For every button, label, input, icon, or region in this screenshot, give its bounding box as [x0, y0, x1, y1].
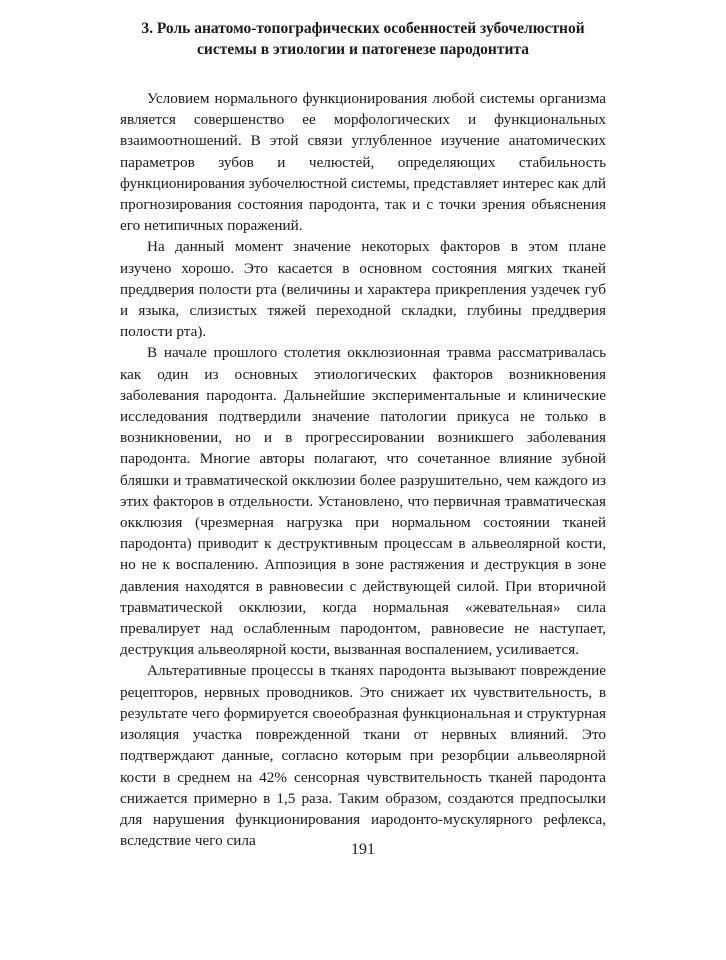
paragraph-4: Альтеративные процессы в тканях пародонта вызывают повреждение рецепторов, нервных проводников. Это снижает их чувствительность, в результате чего формируется своеобразная функциональная и структурная изоляция участка поврежденной ткани от нервных влияний. Это подтверждают данные, согласно которым при резорбции альвеолярной кости в среднем на 42% сенсорная чувствительность тканей пародонта снижается примерно в 1,5 раза. Таким образом, создаются предпосылки для нарушения функционирования иародонто-мускулярного рефлекса, вследствие чего сила	[120, 662, 606, 850]
paragraph-1: Условием нормального функционирования любой системы организма является совершенство ее морфологических и функциональных взаимоотношений. В этой связи углубленное изучение анатомических параметров зубов и челюстей, определяющих стабильность функционирования зубочелюстной системы, представляет интерес как длй прогнозирования состояния пародонта, так и с точки зрения объяснения его нетипичных поражений.	[120, 90, 606, 235]
document-page	[120, 18, 606, 858]
section-heading-line-2: системы в этиологии и патогенезе пародонтита	[197, 41, 529, 58]
section-heading	[120, 18, 606, 60]
section-heading-line-1: 3. Роль анатомо-топографических особенностей зубочелюстной	[141, 20, 585, 37]
page-number: 191	[351, 841, 375, 858]
paragraph-3: В начале прошлого столетия окклюзионная травма рассматривалась как один из основных этиологических факторов возникновения заболевания пародонта. Дальнейшие экспериментальные и клинические исследования подтвердили значение патологии прикуса не только в возникновении, но и в прогрессировании возникшего заболевания пародонта. Многие авторы полагают, что сочетанное влияние зубной бляшки и травматической окклюзии более разрушительно, чем каждого из этих факторов в отдельности. Установлено, что первичная травматическая окклюзия (чрезмерная нагрузка при нормальном состоянии тканей пародонта) приводит к деструктивным процессам в альвеолярной кости, но не к воспалению. Аппозиция в зоне растяжения и деструкция в зоне давления находятся в равновесии с действующей силой. При вторичной травматической окклюзии, когда нормальная «жевательная» сила превалирует над ослабленным пародонтом, равновесие не наступает, деструкция альвеолярной кости, вызванная воспалением, усиливается.	[120, 344, 606, 659]
paragraph-2: На данный момент значение некоторых факторов в этом плане изучено хорошо. Это касается в основном состояния мягких тканей преддверия полости рта (величины и характера прикрепления уздечек губ и языка, слизистых тяжей переходной складки, глубины преддверия полости рта).	[120, 238, 606, 341]
